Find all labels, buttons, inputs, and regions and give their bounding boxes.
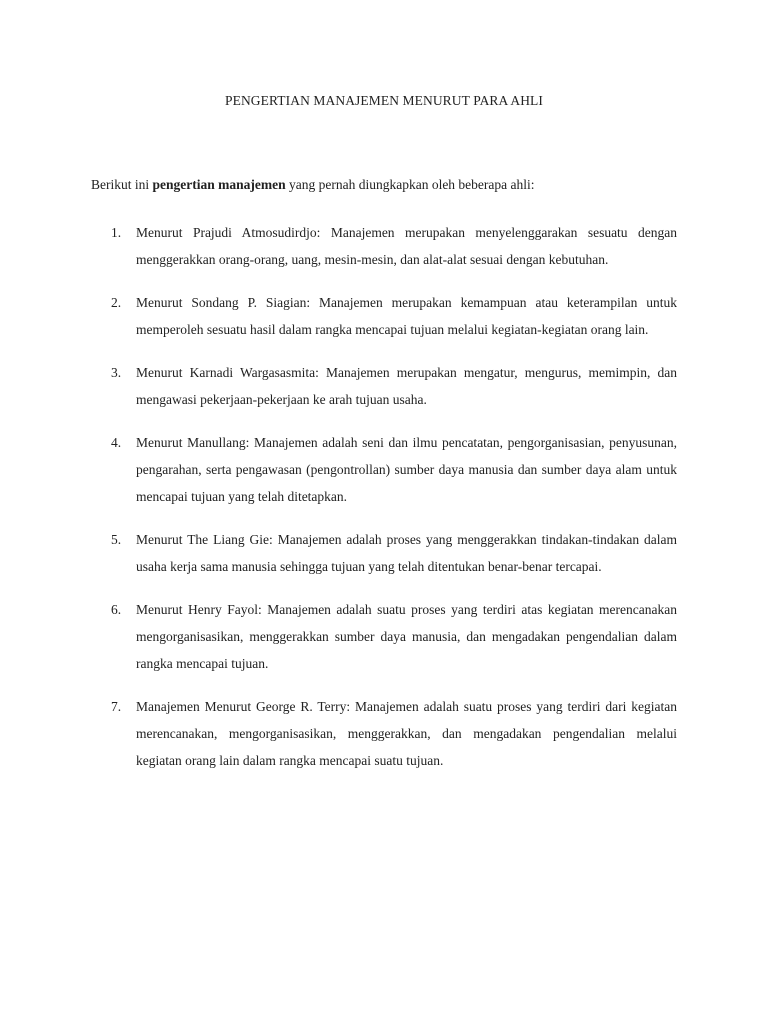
list-item (0, 526, 768, 580)
list-item (0, 219, 768, 273)
intro-text-after: yang pernah diungkapkan oleh beberapa ahli: (285, 177, 535, 192)
list-item-number: 4. (111, 435, 122, 450)
list-item-number: 3. (111, 365, 122, 380)
list-item-number: 2. (111, 295, 122, 310)
list-item-text: Menurut Karnadi Wargasasmita: Manajemen merupakan mengatur, mengurus, memimpin, dan mengawasi pekerjaan-pekerjaan ke arah tujuan usaha. (136, 365, 677, 407)
document-title: PENGERTIAN MANAJEMEN MENURUT PARA AHLI (224, 93, 543, 108)
list-item (0, 289, 768, 343)
list-item-number: 7. (111, 699, 122, 714)
intro-text-before: Berikut ini (91, 177, 153, 192)
list-item-number: 5. (111, 532, 122, 547)
intro-bold-term: pengertian manajemen (152, 177, 286, 192)
intro-paragraph (91, 177, 691, 193)
list-item-text: Menurut The Liang Gie: Manajemen adalah proses yang menggerakkan tindakan-tindakan dalam usaha kerja sama manusia sehingga tujuan yang telah ditentukan benar-benar tercapai. (136, 532, 677, 574)
list-item-number: 6. (111, 602, 122, 617)
list-item-text: Menurut Henry Fayol: Manajemen adalah suatu proses yang terdiri atas kegiatan merencanakan mengorganisasikan, menggerakkan sumber daya manusia, dan mengadakan pengendalian dalam rangka mencapai tujuan. (136, 602, 677, 671)
list-item (0, 596, 768, 677)
list-item-number: 1. (111, 225, 122, 240)
list-item-text: Menurut Manullang: Manajemen adalah seni dan ilmu pencatatan, pengorganisasian, penyusunan, pengarahan, serta pengawasan (pengontrollan) sumber daya manusia dan sumber daya alam untuk mencapai tujuan yang telah ditetapkan. (136, 435, 677, 504)
list-item-text: Manajemen Menurut George R. Terry: Manajemen adalah suatu proses yang terdiri dari kegiatan merencanakan, mengorganisasikan, menggerakkan, dan mengadakan pengendalian melalui kegiatan orang lain dalam rangka mencapai suatu tujuan. (136, 699, 677, 768)
list-item (0, 359, 768, 413)
list-item (0, 429, 768, 510)
list-item-text: Menurut Sondang P. Siagian: Manajemen merupakan kemampuan atau keterampilan untuk memperoleh sesuatu hasil dalam rangka mencapai tujuan melalui kegiatan-kegiatan orang lain. (136, 295, 677, 337)
list-item-text: Menurut Prajudi Atmosudirdjo: Manajemen merupakan menyelenggarakan sesuatu dengan menggerakkan orang-orang, uang, mesin-mesin, dan alat-alat sesuai dengan kebutuhan. (136, 225, 677, 267)
definitions-list (0, 219, 768, 790)
list-item (0, 693, 768, 774)
